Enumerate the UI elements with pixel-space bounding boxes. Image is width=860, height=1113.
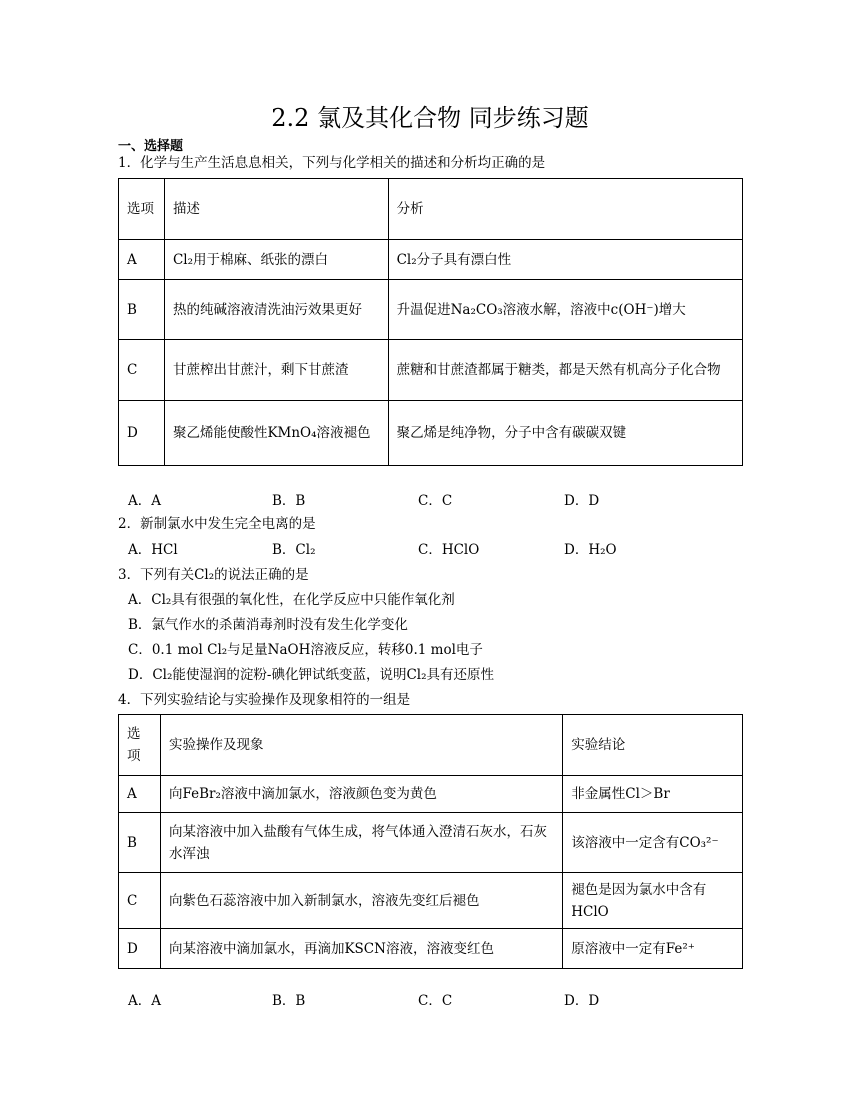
- row-description: Cl₂用于棉麻、纸张的漂白: [164, 240, 388, 280]
- table-row: [119, 776, 743, 813]
- table-row: [119, 280, 743, 340]
- table-row: [119, 340, 743, 401]
- row-option: B: [119, 280, 165, 340]
- question-2-choices: [118, 540, 738, 560]
- table-row: [119, 813, 743, 873]
- question-2-stem: 2．新制氯水中发生完全电离的是: [118, 516, 316, 532]
- question-1-choices: [118, 491, 738, 511]
- header-conclusion: 实验结论: [563, 715, 743, 776]
- choice-b[interactable]: B．B: [272, 493, 306, 509]
- option-d[interactable]: D．Cl₂能使湿润的淀粉-碘化钾试纸变蓝，说明Cl₂具有还原性: [128, 667, 495, 683]
- table-row: [119, 401, 743, 466]
- row-option: D: [119, 401, 165, 466]
- header-operation: 实验操作及现象: [160, 715, 562, 776]
- row-conclusion: 该溶液中一定含有CO₃²⁻: [563, 813, 743, 873]
- row-option: D: [119, 929, 161, 969]
- row-conclusion: 非金属性Cl＞Br: [563, 776, 743, 813]
- row-operation: 向紫色石蕊溶液中加入新制氯水，溶液先变红后褪色: [160, 873, 562, 929]
- table-row: [119, 240, 743, 280]
- choice-a[interactable]: A．HCl: [128, 542, 178, 558]
- row-option: A: [119, 776, 161, 813]
- section-heading: 一、选择题: [118, 139, 184, 154]
- row-analysis: 聚乙烯是纯净物，分子中含有碳碳双键: [388, 401, 742, 466]
- row-conclusion: 褪色是因为氯水中含有HClO: [563, 873, 743, 929]
- choice-c[interactable]: C．C: [418, 993, 453, 1009]
- table-row: [119, 929, 743, 969]
- row-description: 聚乙烯能使酸性KMnO₄溶液褪色: [164, 401, 388, 466]
- table-header-row: [119, 715, 743, 776]
- question-3-stem: 3．下列有关Cl₂的说法正确的是: [118, 567, 309, 583]
- row-description: 甘蔗榨出甘蔗汁，剩下甘蔗渣: [164, 340, 388, 401]
- table-row: [119, 873, 743, 929]
- row-description: 热的纯碱溶液清洗油污效果更好: [164, 280, 388, 340]
- row-operation: 向FeBr₂溶液中滴加氯水，溶液颜色变为黄色: [160, 776, 562, 813]
- header-option: 选项: [119, 179, 165, 240]
- header-option: 选项: [119, 715, 161, 776]
- header-analysis: 分析: [388, 179, 742, 240]
- question-4-stem: 4．下列实验结论与实验操作及现象相符的一组是: [118, 692, 411, 708]
- choice-b[interactable]: B．Cl₂: [272, 542, 316, 558]
- row-option: C: [119, 873, 161, 929]
- choice-c[interactable]: C．HClO: [418, 542, 480, 558]
- header-description: 描述: [164, 179, 388, 240]
- question-4-table: [118, 714, 743, 969]
- choice-c[interactable]: C．C: [418, 493, 453, 509]
- question-1-table: [118, 178, 743, 466]
- row-conclusion: 原溶液中一定有Fe²⁺: [563, 929, 743, 969]
- row-operation: 向某溶液中滴加氯水，再滴加KSCN溶液，溶液变红色: [160, 929, 562, 969]
- option-c[interactable]: C．0.1 mol Cl₂与足量NaOH溶液反应，转移0.1 mol电子: [128, 642, 483, 658]
- option-b[interactable]: B．氯气作水的杀菌消毒剂时没有发生化学变化: [128, 617, 408, 633]
- choice-d[interactable]: D．H₂O: [564, 542, 617, 558]
- row-option: C: [119, 340, 165, 401]
- choice-a[interactable]: A．A: [128, 493, 161, 509]
- row-operation: 向某溶液中加入盐酸有气体生成，将气体通入澄清石灰水，石灰水浑浊: [160, 813, 562, 873]
- choice-d[interactable]: D．D: [564, 993, 600, 1009]
- option-a[interactable]: A．Cl₂具有很强的氧化性，在化学反应中只能作氧化剂: [128, 592, 455, 608]
- row-analysis: 升温促进Na₂CO₃溶液水解，溶液中c(OH⁻)增大: [388, 280, 742, 340]
- row-option: B: [119, 813, 161, 873]
- question-4-choices: [118, 991, 738, 1011]
- choice-a[interactable]: A．A: [128, 993, 161, 1009]
- choice-d[interactable]: D．D: [564, 493, 600, 509]
- question-1-stem: 1．化学与生产生活息息相关，下列与化学相关的描述和分析均正确的是: [118, 155, 546, 171]
- row-option: A: [119, 240, 165, 280]
- table-header-row: [119, 179, 743, 240]
- choice-b[interactable]: B．B: [272, 993, 306, 1009]
- row-analysis: 蔗糖和甘蔗渣都属于糖类，都是天然有机高分子化合物: [388, 340, 742, 401]
- page-title: 2.2 氯及其化合物 同步练习题: [271, 104, 589, 132]
- row-analysis: Cl₂分子具有漂白性: [388, 240, 742, 280]
